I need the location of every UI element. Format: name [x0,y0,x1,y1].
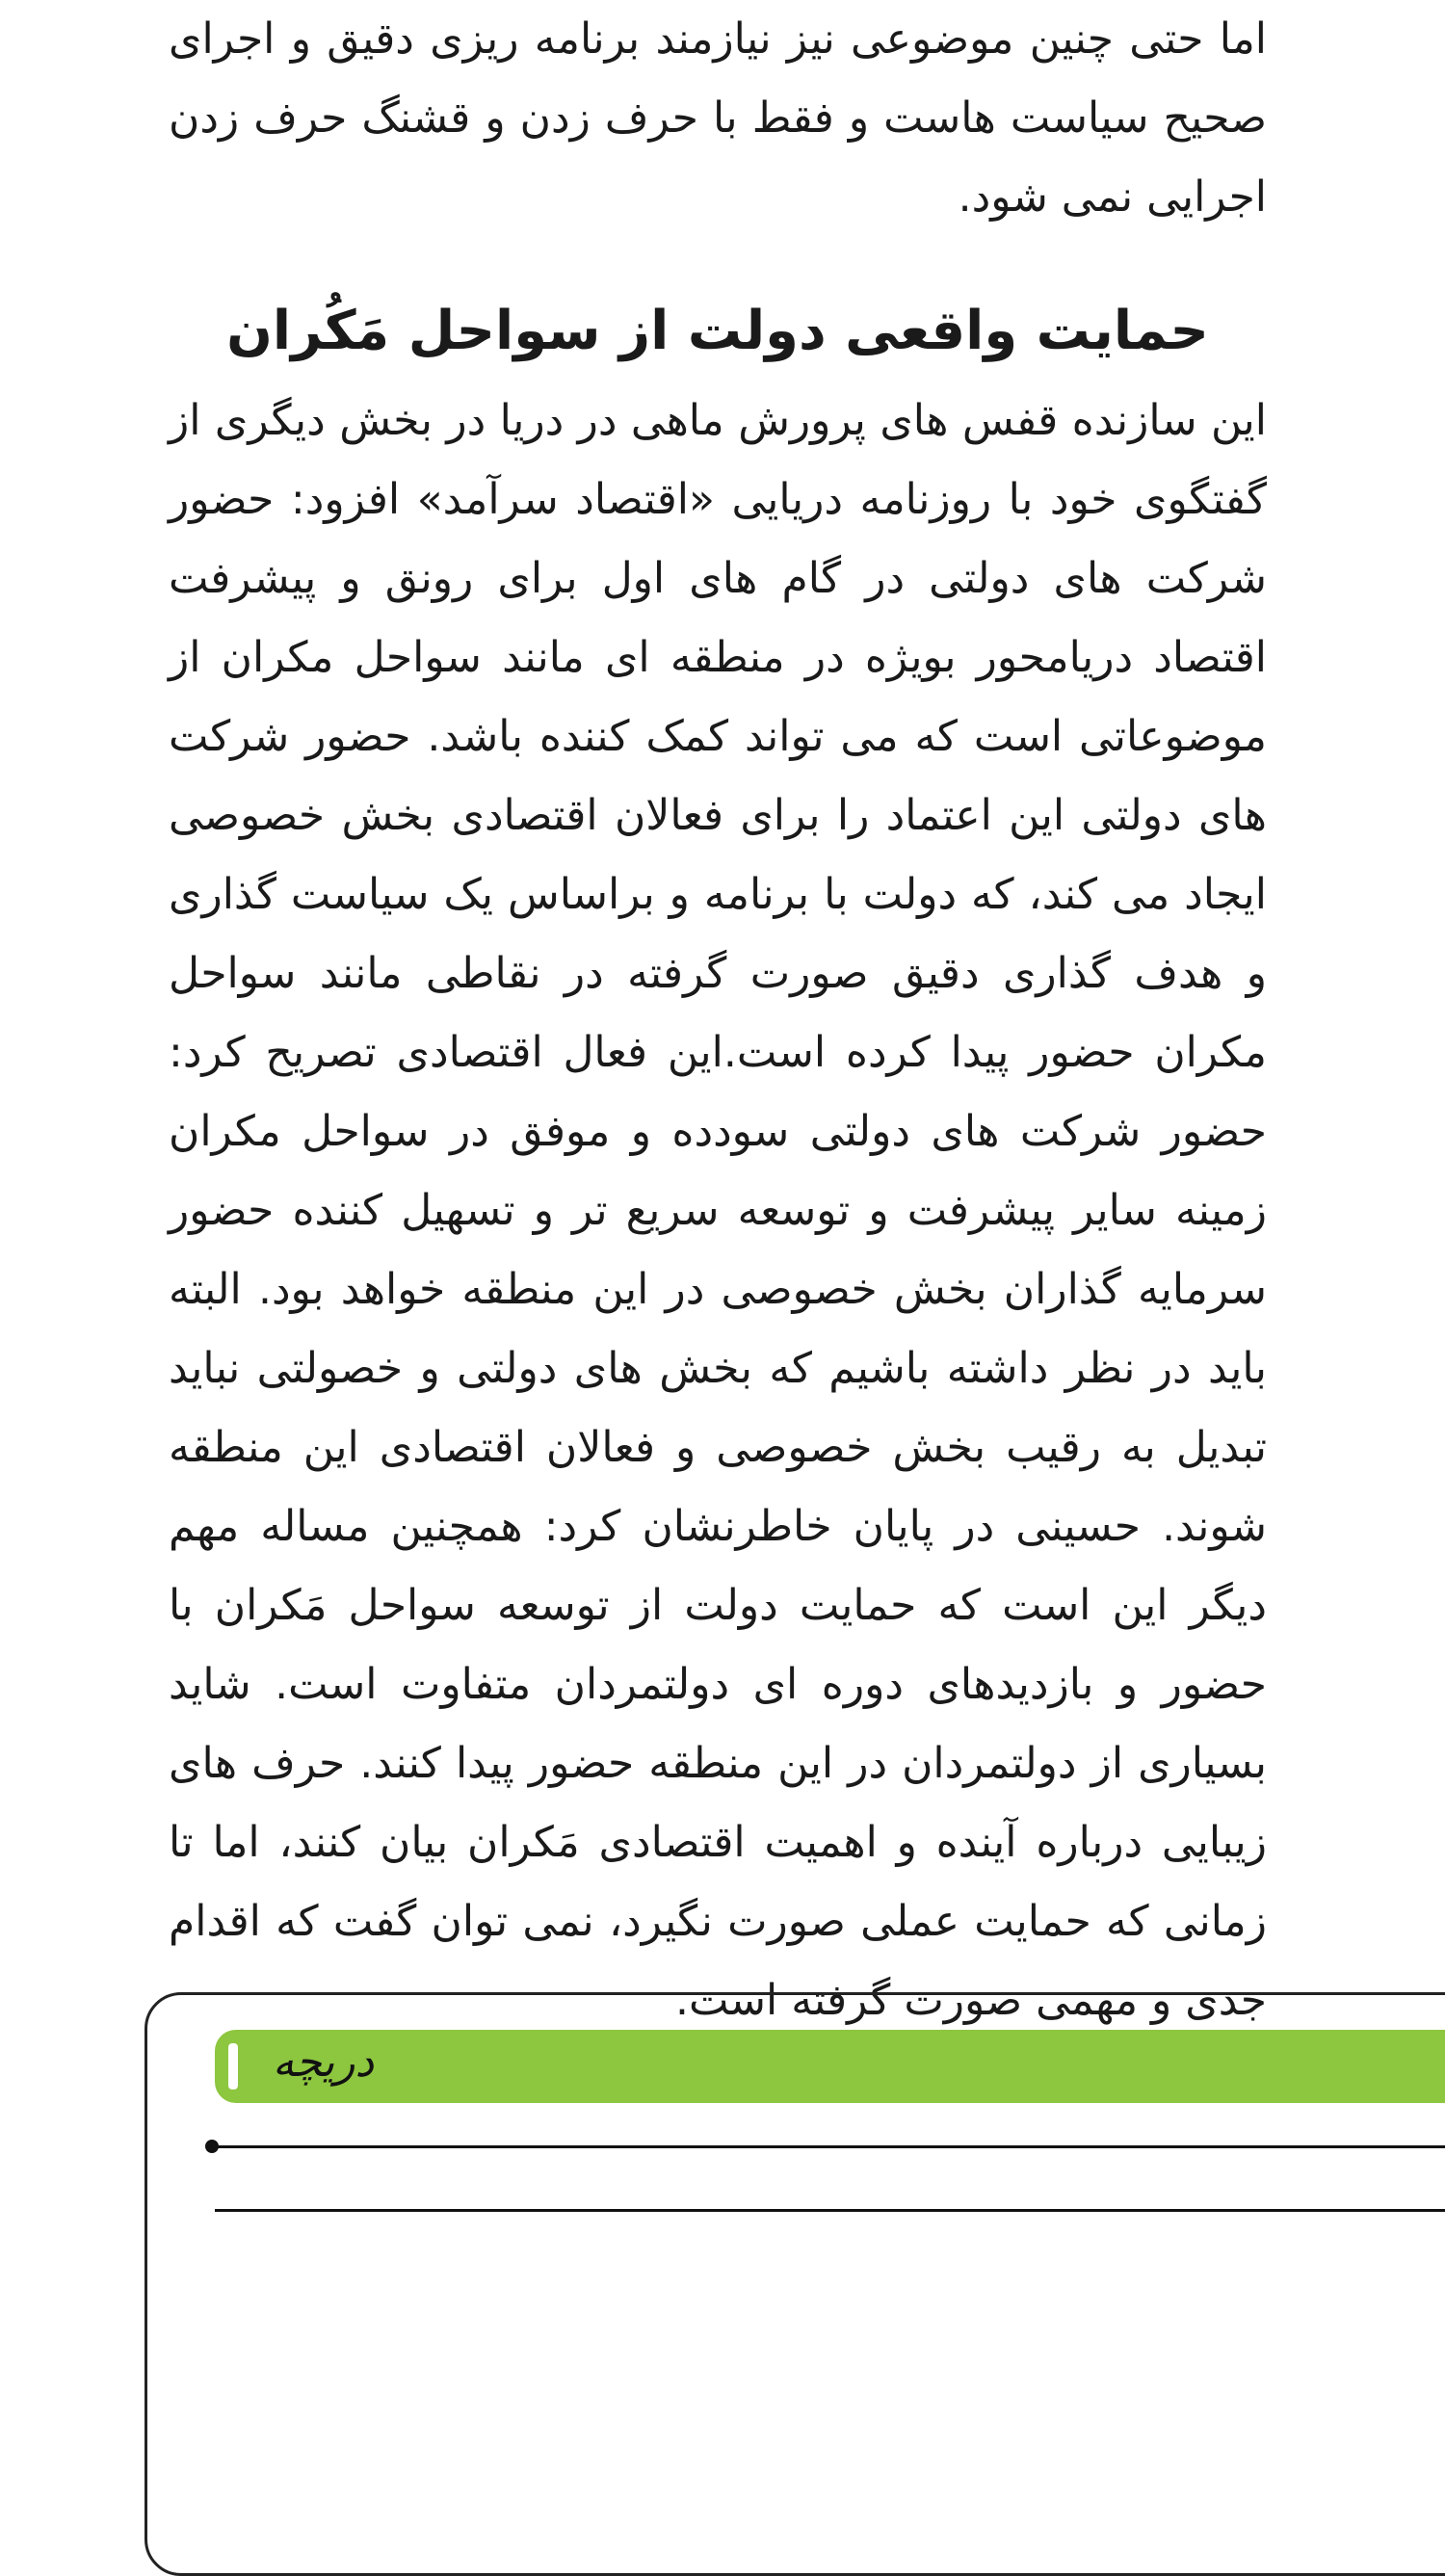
box-title-bar [215,2030,1445,2103]
main-column [169,0,1267,2040]
side-column-fragments [1344,0,1445,2054]
side-fragment [1344,0,1445,79]
side-fragment [1344,1817,1445,1896]
side-fragment [1344,1896,1445,1975]
side-fragment [1344,474,1445,553]
side-fragment [1344,1185,1445,1264]
side-fragment [1344,395,1445,474]
intro-paragraph: اما حتی چنین موضوعی نیز نیازمند برنامه ریزی دقیق و اجرای صحیح سیاست هاست و فقط با حرف زدن و قشنگ حرف زدن اجرایی نمی شود. [169,14,1267,222]
side-fragment [1344,1501,1445,1580]
side-fragment [1344,1106,1445,1185]
side-fragment [1344,553,1445,632]
side-fragment [1344,1264,1445,1343]
side-fragment [1344,1580,1445,1659]
side-fragment [1344,711,1445,790]
side-fragment [1344,790,1445,869]
side-fragment [1344,1027,1445,1106]
divider-line [215,2209,1445,2212]
side-fragment [1344,1738,1445,1817]
window-box [144,1992,1445,2576]
divider-line [215,2145,1445,2148]
side-fragment [1344,1343,1445,1422]
body-paragraph: این سازنده قفس های پرورش ماهی در دریا در بخش دیگری از گفتگوی خود با روزنامه دریایی «اقتصاد سرآمد» افزود: حضور شرکت های دولتی در گام های اول برای رونق و پیشرفت اقتصاد دریامحور بویژه در منطقه ای مانند سواحل مکران از موضوعاتی است که می تواند کمک کننده باشد. حضور شرکت های دولتی این اعتماد را برای فعالان اقتصادی بخش خصوصی ایجاد می کند، که دولت با برنامه و براساس یک سیاست گذاری و هدف گذاری دقیق صورت گرفته در نقاطی مانند سواحل مکران حضور پیدا کرده است.این فعال اقتصادی تصریح کرد: حضور شرکت های دولتی سودده و موفق در سواحل مکران زمینه سایر پیشرفت و توسعه سریع تر و تسهیل کننده حضور سرمایه گذاران بخش خصوصی در این منطقه خواهد بود. البته باید در نظر داشته باشیم که بخش های دولتی و خصولتی نباید تبدیل به رقیب بخش خصوصی و فعالان اقتصادی این منطقه شوند. حسینی در پایان خاطرنشان کرد: همچنین مساله مهم دیگر این است که حمایت دولت از توسعه سواحل مَکران با حضور و بازدیدهای دوره ای دولتمردان متفاوت است. شاید بسیاری از دولتمردان در این منطقه حضور پیدا کنند. حرف های زیبایی درباره آینده و اهمیت اقتصادی مَکران بیان کنند، اما تا زمانی که حمایت عملی صورت نگیرد، نمی توان گفت که اقدام جدی و مهمی صورت گرفته است. [169,396,1267,2025]
side-fragment [1344,948,1445,1027]
side-fragment [1344,1422,1445,1501]
side-fragment [1344,158,1445,237]
side-fragment [1344,632,1445,711]
side-fragment [1344,1659,1445,1738]
side-fragment [1344,237,1445,316]
side-fragment [1344,316,1445,395]
box-label: دریچه [273,2037,375,2087]
section-heading: حمایت واقعی دولت از سواحل مَکُران [226,300,1209,362]
side-fragment [1344,869,1445,948]
bar-notch [228,2043,238,2090]
side-fragment [1344,79,1445,158]
